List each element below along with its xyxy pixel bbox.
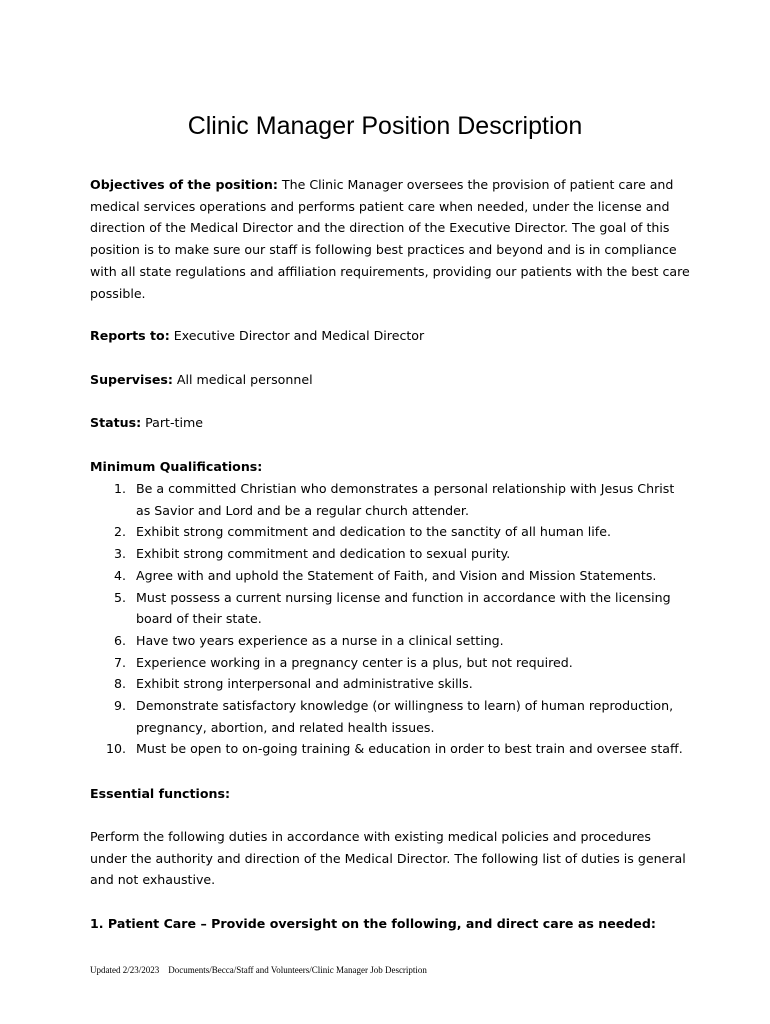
list-item-number: 2. [113,524,126,540]
list-item [90,587,690,630]
list-item [90,543,690,565]
list-item [90,738,690,760]
list-item-text: Exhibit strong commitment and dedication to the sanctity of all human life. [136,524,611,540]
page-footer: Updated 2/23/2023 Documents/Becca/Staff and Volunteers/Clinic Manager Job Description [90,965,427,975]
list-item [90,695,690,738]
list-item-number: 8. [113,676,126,692]
list-item-number: 4. [113,567,126,583]
qualifications-list [90,478,690,760]
list-item [90,652,690,674]
list-item-text: Experience working in a pregnancy center is a plus, but not required. [136,654,573,670]
minimum-qualifications-heading: Minimum Qualifications: [90,459,263,474]
status-label: Status: [90,415,142,430]
reports-to-label: Reports to: [90,328,170,343]
list-item-text: Agree with and uphold the Statement of Faith, and Vision and Mission Statements. [136,567,657,583]
list-item [90,478,690,521]
list-item-text: Must be open to on-going training & education in order to best train and oversee staff. [136,741,683,757]
list-item-number: 1. [113,481,126,496]
list-item-number: 9. [113,698,126,714]
list-item-number: 7. [113,654,126,670]
list-item-text: Have two years experience as a nurse in a clinical setting. [136,632,504,648]
list-item-text: Demonstrate satisfactory knowledge (or willingness to learn) of human reproduction, pregnancy, abortion, and related health issues. [136,698,674,735]
list-item-number: 3. [113,546,126,562]
perform-duties-paragraph: Perform the following duties in accordance with existing medical policies and procedures under the authority and direction of the Medical Director. The following list of duties is general and not exhaustive. [90,829,686,888]
list-item-text: Be a committed Christian who demonstrates a personal relationship with Jesus Christ as Savior and Lord and be a regular church attender. [136,481,675,518]
essential-functions-heading: Essential functions: [90,786,231,801]
reports-to-line [90,325,690,347]
list-item [90,630,690,652]
objectives-label: Objectives of the position: [90,177,278,192]
supervises-label: Supervises: [90,372,173,387]
reports-to-text: Executive Director and Medical Director [169,328,425,343]
list-item-text: Exhibit strong interpersonal and administrative skills. [136,676,473,692]
objectives-paragraph [90,174,690,304]
list-item [90,565,690,587]
page-title: Clinic Manager Position Description [187,112,583,140]
list-item-number: 6. [113,632,126,648]
objectives-text: The Clinic Manager oversees the provision of patient care and medical services operations and performs patient care when needed, under the license and direction of the Medical Director and the direction of the Executive Director. The goal of this position is to make sure our staff is following best practices and beyond and is in compliance with all state regulations and affiliation requirements, providing our patients with the best care possible. [90,177,690,301]
list-item-number: 10. [105,741,126,757]
list-item [90,521,690,543]
list-item-text: Exhibit strong commitment and dedication to sexual purity. [136,546,511,562]
status-text: Part-time [141,415,203,430]
list-item [90,673,690,695]
list-item-text: Must possess a current nursing license and function in accordance with the licensing board of their state. [136,589,671,627]
supervises-line [90,369,690,391]
supervises-text: All medical personnel [172,372,313,387]
list-item-number: 5. [113,589,126,605]
status-line [90,412,690,434]
patient-care-heading: 1. Patient Care – Provide oversight on the following, and direct care as needed: [90,916,656,931]
